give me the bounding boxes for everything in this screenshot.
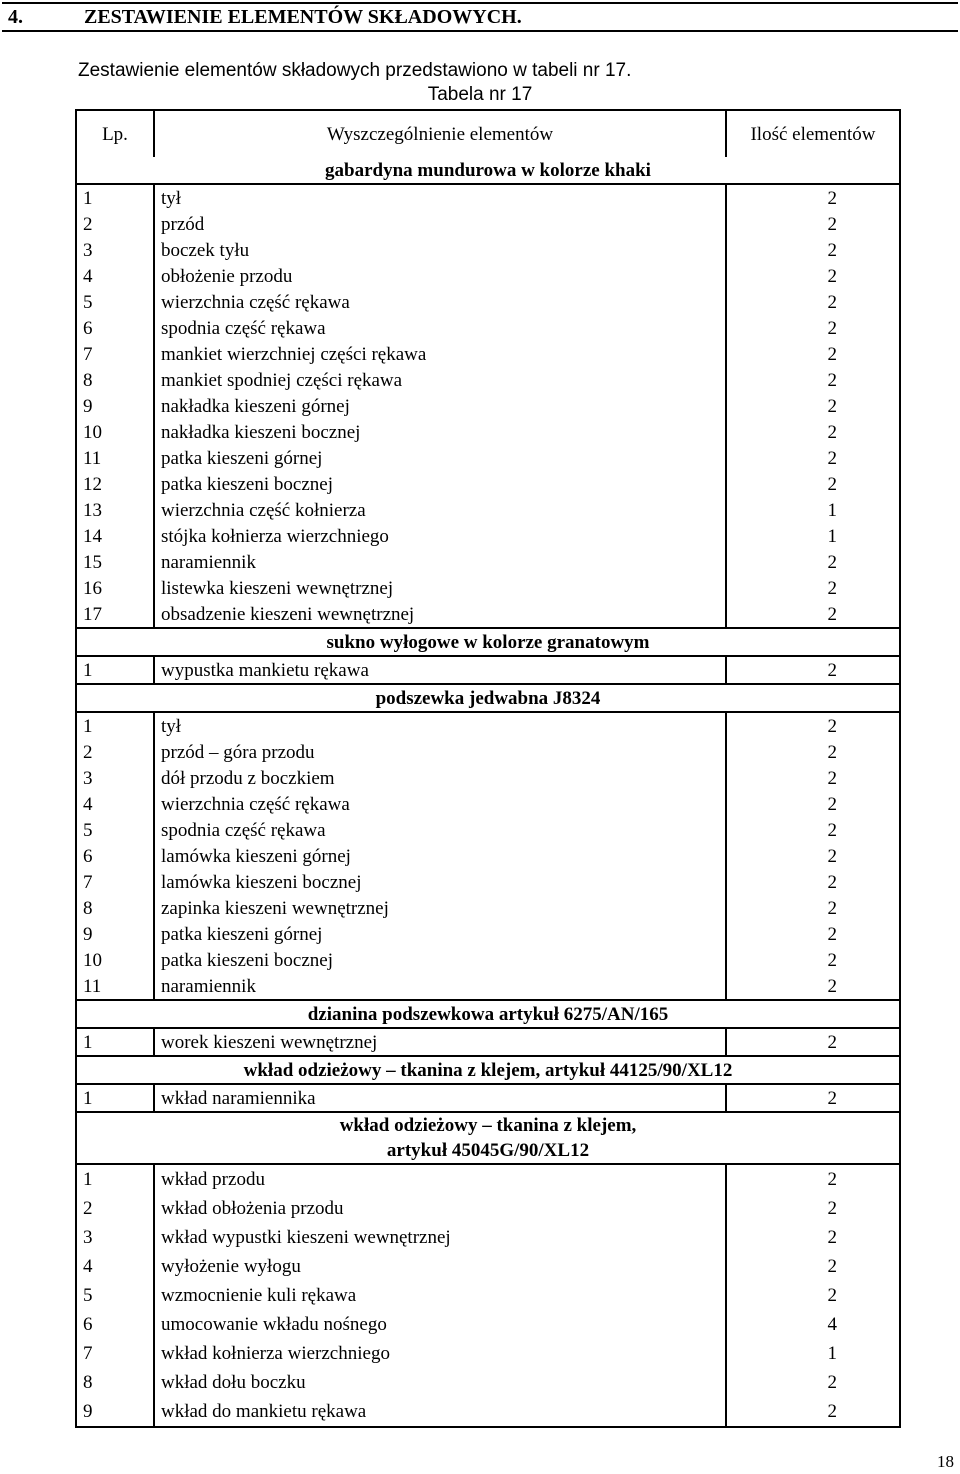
table-row — [76, 1223, 900, 1252]
table-header-row — [76, 110, 900, 157]
cell-lp: 16 — [76, 575, 154, 601]
cell-lp: 5 — [76, 817, 154, 843]
group-heading-row — [76, 1112, 900, 1164]
page-number: 18 — [937, 1452, 954, 1471]
cell-lp: 1 — [76, 184, 154, 211]
group-title — [76, 157, 900, 184]
cell-qty: 2 — [726, 739, 900, 765]
cell-name: wkład do mankietu rękawa — [154, 1397, 726, 1427]
cell-lp: 10 — [76, 947, 154, 973]
cell-name: wkład naramiennika — [154, 1084, 726, 1112]
cell-lp: 6 — [76, 315, 154, 341]
cell-name: wkład przodu — [154, 1164, 726, 1194]
section-title: ZESTAWIENIE ELEMENTÓW SKŁADOWYCH. — [84, 5, 522, 28]
cell-qty: 2 — [726, 1164, 900, 1194]
group-title-line: sukno wyłogowe w kolorze granatowym — [326, 631, 650, 653]
cell-name: umocowanie wkładu nośnego — [154, 1310, 726, 1339]
cell-lp: 2 — [76, 739, 154, 765]
cell-name: patka kieszeni górnej — [154, 445, 726, 471]
cell-lp: 6 — [76, 1310, 154, 1339]
cell-qty: 2 — [726, 393, 900, 419]
cell-lp: 2 — [76, 1194, 154, 1223]
table-row — [76, 843, 900, 869]
cell-name: przód — [154, 211, 726, 237]
group-title — [76, 684, 900, 712]
table-row — [76, 575, 900, 601]
cell-name: wierzchnia część kołnierza — [154, 497, 726, 523]
cell-lp: 9 — [76, 1397, 154, 1427]
cell-name: nakładka kieszeni bocznej — [154, 419, 726, 445]
table-row — [76, 263, 900, 289]
table-row — [76, 1084, 900, 1112]
cell-qty: 2 — [726, 445, 900, 471]
cell-name: wkład kołnierza wierzchniego — [154, 1339, 726, 1368]
header-qty: Ilość elementów — [726, 110, 900, 157]
cell-qty: 2 — [726, 1368, 900, 1397]
group-title-line: gabardyna mundurowa w kolorze khaki — [325, 159, 651, 181]
cell-lp: 1 — [76, 656, 154, 684]
table-row — [76, 393, 900, 419]
cell-name: stójka kołnierza wierzchniego — [154, 523, 726, 549]
cell-qty: 2 — [726, 765, 900, 791]
cell-lp: 11 — [76, 445, 154, 471]
table-row — [76, 419, 900, 445]
cell-name: wierzchnia część rękawa — [154, 791, 726, 817]
group-heading-row — [76, 684, 900, 712]
cell-qty: 2 — [726, 184, 900, 211]
cell-name: obsadzenie kieszeni wewnętrznej — [154, 601, 726, 628]
cell-lp: 3 — [76, 237, 154, 263]
cell-qty: 2 — [726, 843, 900, 869]
section-heading — [2, 2, 958, 32]
cell-qty: 4 — [726, 1310, 900, 1339]
cell-qty: 2 — [726, 471, 900, 497]
cell-name: wierzchnia część rękawa — [154, 289, 726, 315]
cell-name: boczek tyłu — [154, 237, 726, 263]
cell-name: tył — [154, 712, 726, 739]
cell-qty: 2 — [726, 656, 900, 684]
table-row — [76, 947, 900, 973]
cell-qty: 2 — [726, 869, 900, 895]
cell-qty: 2 — [726, 712, 900, 739]
cell-lp: 7 — [76, 1339, 154, 1368]
cell-name: wkład obłożenia przodu — [154, 1194, 726, 1223]
cell-qty: 1 — [726, 497, 900, 523]
cell-lp: 8 — [76, 1368, 154, 1397]
cell-lp: 5 — [76, 1281, 154, 1310]
cell-qty: 2 — [726, 419, 900, 445]
cell-name: lamówka kieszeni bocznej — [154, 869, 726, 895]
cell-lp: 1 — [76, 1164, 154, 1194]
table-row — [76, 1339, 900, 1368]
cell-qty: 1 — [726, 1339, 900, 1368]
table-row — [76, 1368, 900, 1397]
cell-qty: 2 — [726, 947, 900, 973]
cell-lp: 9 — [76, 921, 154, 947]
table-row — [76, 1164, 900, 1194]
table-caption: Tabela nr 17 — [427, 84, 533, 105]
cell-qty: 2 — [726, 211, 900, 237]
cell-lp: 7 — [76, 869, 154, 895]
table-row — [76, 445, 900, 471]
table-row — [76, 549, 900, 575]
table-row — [76, 1281, 900, 1310]
cell-lp: 17 — [76, 601, 154, 628]
cell-qty: 2 — [726, 1252, 900, 1281]
cell-qty: 2 — [726, 1084, 900, 1112]
cell-lp: 6 — [76, 843, 154, 869]
table-row — [76, 1310, 900, 1339]
cell-name: tył — [154, 184, 726, 211]
cell-name: wypustka mankietu rękawa — [154, 656, 726, 684]
cell-qty: 2 — [726, 1028, 900, 1056]
table-row — [76, 1252, 900, 1281]
cell-lp: 4 — [76, 1252, 154, 1281]
cell-name: wyłożenie wyłogu — [154, 1252, 726, 1281]
cell-lp: 10 — [76, 419, 154, 445]
table-row — [76, 367, 900, 393]
cell-name: listewka kieszeni wewnętrznej — [154, 575, 726, 601]
table-row — [76, 1194, 900, 1223]
cell-qty: 2 — [726, 1281, 900, 1310]
group-title — [76, 1056, 900, 1084]
group-title-line: dzianina podszewkowa artykuł 6275/AN/165 — [307, 1003, 669, 1025]
cell-qty: 2 — [726, 315, 900, 341]
section-number: 4. — [8, 5, 23, 28]
cell-lp: 13 — [76, 497, 154, 523]
table-row — [76, 921, 900, 947]
table-row — [76, 895, 900, 921]
cell-lp: 1 — [76, 1084, 154, 1112]
group-title-line: podszewka jedwabna J8324 — [375, 687, 601, 709]
cell-name: mankiet spodniej części rękawa — [154, 367, 726, 393]
cell-qty: 2 — [726, 791, 900, 817]
header-name: Wyszczególnienie elementów — [154, 110, 726, 157]
table-row — [76, 211, 900, 237]
cell-qty: 1 — [726, 523, 900, 549]
table-row — [76, 765, 900, 791]
components-table — [75, 109, 901, 1428]
group-title-line: wkład odzieżowy – tkanina z klejem, artykuł 44125/90/XL12 — [243, 1059, 733, 1081]
cell-name: naramiennik — [154, 973, 726, 1000]
group-title-line: wkład odzieżowy – tkanina z klejem, — [339, 1115, 637, 1136]
cell-lp: 11 — [76, 973, 154, 1000]
cell-lp: 5 — [76, 289, 154, 315]
cell-qty: 2 — [726, 289, 900, 315]
table-row — [76, 341, 900, 367]
table-row — [76, 289, 900, 315]
group-title — [76, 628, 900, 656]
table-row — [76, 973, 900, 1000]
header-lp: Lp. — [76, 110, 154, 157]
cell-lp: 12 — [76, 471, 154, 497]
cell-name: wzmocnienie kuli rękawa — [154, 1281, 726, 1310]
table-row — [76, 497, 900, 523]
cell-lp: 8 — [76, 367, 154, 393]
table-row — [76, 656, 900, 684]
cell-name: spodnia część rękawa — [154, 315, 726, 341]
cell-qty: 2 — [726, 341, 900, 367]
cell-name: patka kieszeni górnej — [154, 921, 726, 947]
group-title — [76, 1000, 900, 1028]
cell-name: naramiennik — [154, 549, 726, 575]
cell-name: lamówka kieszeni górnej — [154, 843, 726, 869]
cell-name: patka kieszeni bocznej — [154, 947, 726, 973]
cell-qty: 2 — [726, 575, 900, 601]
group-heading-row — [76, 628, 900, 656]
cell-name: wkład wypustki kieszeni wewnętrznej — [154, 1223, 726, 1252]
table-row — [76, 712, 900, 739]
cell-name: wkład dołu boczku — [154, 1368, 726, 1397]
cell-qty: 2 — [726, 921, 900, 947]
cell-lp: 3 — [76, 765, 154, 791]
table-row — [76, 184, 900, 211]
cell-name: patka kieszeni bocznej — [154, 471, 726, 497]
cell-qty: 2 — [726, 237, 900, 263]
group-heading-row — [76, 1000, 900, 1028]
cell-name: mankiet wierzchniej części rękawa — [154, 341, 726, 367]
table-row — [76, 471, 900, 497]
table-row — [76, 601, 900, 628]
cell-qty: 2 — [726, 1194, 900, 1223]
cell-name: zapinka kieszeni wewnętrznej — [154, 895, 726, 921]
table-row — [76, 739, 900, 765]
cell-lp: 7 — [76, 341, 154, 367]
cell-name: spodnia część rękawa — [154, 817, 726, 843]
cell-lp: 3 — [76, 1223, 154, 1252]
cell-qty: 2 — [726, 367, 900, 393]
cell-lp: 4 — [76, 263, 154, 289]
table-row — [76, 1397, 900, 1427]
cell-name: dół przodu z boczkiem — [154, 765, 726, 791]
group-title — [76, 1112, 900, 1164]
table-row — [76, 869, 900, 895]
intro-paragraph: Zestawienie elementów składowych przedstawiono w tabeli nr 17. — [78, 60, 632, 81]
cell-qty: 2 — [726, 1223, 900, 1252]
table-row — [76, 791, 900, 817]
cell-lp: 9 — [76, 393, 154, 419]
cell-qty: 2 — [726, 895, 900, 921]
group-heading-row — [76, 1056, 900, 1084]
cell-qty: 2 — [726, 263, 900, 289]
cell-qty: 2 — [726, 817, 900, 843]
group-title-line: artykuł 45045G/90/XL12 — [386, 1140, 590, 1161]
cell-name: obłożenie przodu — [154, 263, 726, 289]
table-row — [76, 237, 900, 263]
cell-qty: 2 — [726, 601, 900, 628]
table-row — [76, 315, 900, 341]
table-row — [76, 1028, 900, 1056]
cell-name: przód – góra przodu — [154, 739, 726, 765]
cell-lp: 8 — [76, 895, 154, 921]
cell-lp: 14 — [76, 523, 154, 549]
table-row — [76, 523, 900, 549]
cell-lp: 1 — [76, 1028, 154, 1056]
cell-lp: 15 — [76, 549, 154, 575]
group-heading-row — [76, 157, 900, 184]
cell-lp: 4 — [76, 791, 154, 817]
table-row — [76, 817, 900, 843]
cell-name: worek kieszeni wewnętrznej — [154, 1028, 726, 1056]
cell-qty: 2 — [726, 973, 900, 1000]
cell-lp: 1 — [76, 712, 154, 739]
cell-qty: 2 — [726, 1397, 900, 1427]
table-body — [76, 157, 900, 1427]
cell-lp: 2 — [76, 211, 154, 237]
cell-qty: 2 — [726, 549, 900, 575]
cell-name: nakładka kieszeni górnej — [154, 393, 726, 419]
